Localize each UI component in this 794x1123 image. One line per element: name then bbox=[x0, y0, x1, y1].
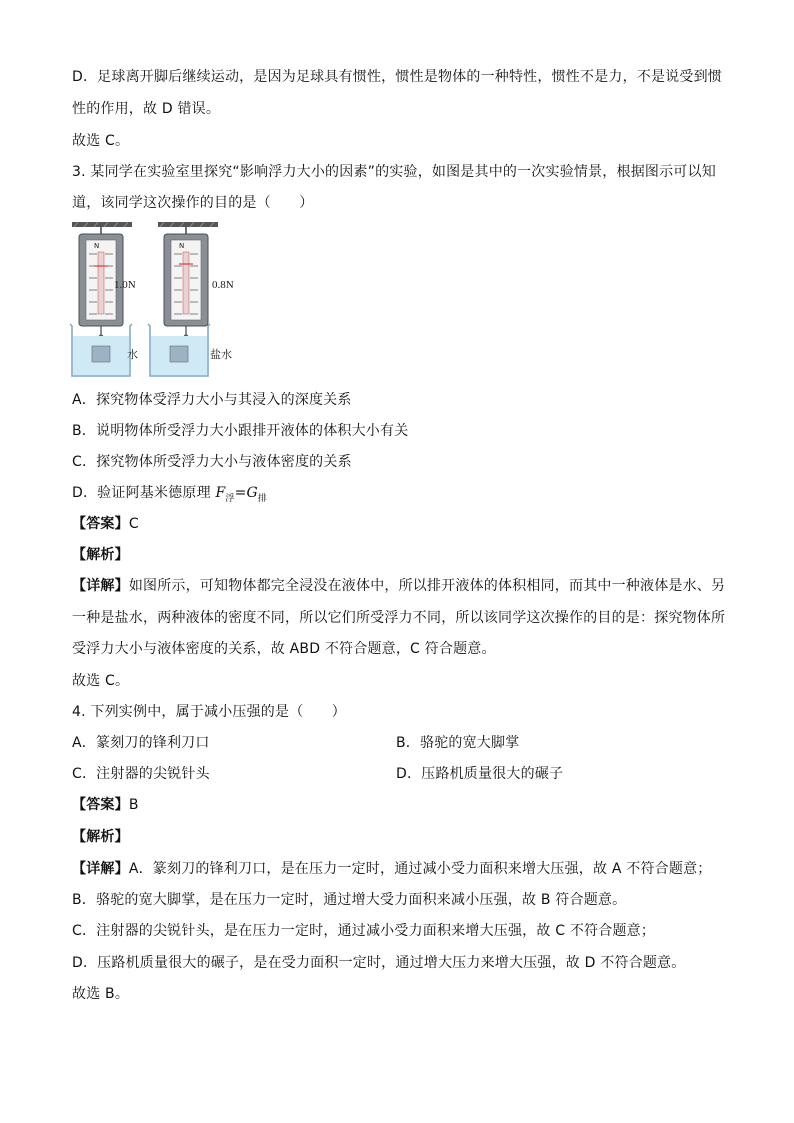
formula-g: G bbox=[246, 485, 258, 501]
right-scale-unit: N bbox=[179, 242, 185, 250]
q4-conclusion: 故选 B。 bbox=[72, 986, 130, 1002]
detail-label: 【详解】 bbox=[72, 861, 129, 877]
q3-option-a: A．探究物体受浮力大小与其浸入的深度关系 bbox=[72, 392, 352, 408]
right-beaker bbox=[148, 324, 210, 376]
q4-answer bbox=[72, 796, 139, 814]
answer-label: 【答案】 bbox=[72, 516, 129, 532]
left-scale-unit: N bbox=[94, 242, 100, 250]
q3-conclusion: 故选 C。 bbox=[72, 673, 130, 689]
right-spring-scale bbox=[158, 222, 218, 346]
q4-option-c: C．注射器的尖锐针头 bbox=[72, 766, 210, 782]
q3-stem-line1: 3. 某同学在实验室里探究“影响浮力大小的因素”的实验，如图是其中的一次实验情景，根据图示可以知 bbox=[72, 164, 716, 180]
q4-analysis-label: 【解析】 bbox=[72, 829, 129, 845]
detail-text: A．篆刻刀的锋利刀口，是在压力一定时，通过减小受力面积来增大压强，故 A 不符合题意； bbox=[128, 861, 712, 877]
spring-scale-illustration bbox=[64, 218, 244, 380]
detail-label: 【详解】 bbox=[72, 578, 129, 594]
q4-detail-d: D．压路机质量很大的碾子，是在受力面积一定时，通过增大压力来增大压强，故 D 不符合题意。 bbox=[72, 955, 686, 971]
detail-text: 如图所示，可知物体都完全浸没在液体中，所以排开液体的体积相同，而其中一种液体是水、另 bbox=[128, 578, 726, 594]
q4-detail-a bbox=[72, 860, 711, 878]
q4-stem: 4. 下列实例中，属于减小压强的是（ ） bbox=[72, 704, 347, 720]
q3-experiment-figure bbox=[64, 218, 244, 380]
q3-detail-line3: 受浮力大小与液体密度的关系，故 ABD 不符合题意，C 符合题意。 bbox=[72, 641, 496, 657]
answer-value: B bbox=[128, 797, 139, 813]
q3-option-d bbox=[72, 484, 267, 504]
q4-option-b: B．骆驼的宽大脚掌 bbox=[396, 735, 520, 751]
formula-f-subscript: 浮 bbox=[225, 494, 235, 504]
q2-option-d-explanation-line2: 性的作用，故 D 错误。 bbox=[72, 101, 221, 117]
q3-detail-line2: 一种是盐水，两种液体的密度不同，所以它们所受浮力不同，所以该同学这次操作的目的是：探究物体所 bbox=[72, 610, 726, 626]
formula-f: F bbox=[215, 485, 226, 501]
answer-value: C bbox=[128, 516, 139, 532]
left-liquid-label: 水 bbox=[127, 348, 138, 361]
q4-option-d: D．压路机质量很大的碾子 bbox=[396, 766, 564, 782]
q3-answer bbox=[72, 515, 139, 533]
q3-stem-line2: 道，该同学这次操作的目的是（ ） bbox=[72, 195, 314, 211]
left-scale-reading: 1.0N bbox=[114, 279, 136, 291]
formula-equals: = bbox=[234, 485, 247, 501]
q3-detail-line1 bbox=[72, 577, 725, 595]
right-scale-reading: 0.8N bbox=[212, 279, 234, 291]
q3-option-b: B．说明物体所受浮力大小跟排开液体的体积大小有关 bbox=[72, 423, 409, 439]
q4-option-a: A．篆刻刀的锋利刀口 bbox=[72, 735, 210, 751]
q2-conclusion: 故选 C。 bbox=[72, 133, 130, 149]
q3-option-d-text: D．验证阿基米德原理 bbox=[72, 485, 211, 501]
q3-analysis-label: 【解析】 bbox=[72, 547, 129, 563]
q4-detail-b: B．骆驼的宽大脚掌，是在压力一定时，通过增大受力面积来减小压强，故 B 符合题意。 bbox=[72, 892, 627, 908]
answer-label: 【答案】 bbox=[72, 797, 129, 813]
q3-option-c: C．探究物体所受浮力大小与液体密度的关系 bbox=[72, 454, 352, 470]
right-liquid-label: 盐水 bbox=[210, 348, 232, 361]
q4-detail-c: C．注射器的尖锐针头，是在压力一定时，通过减小受力面积来增大压强，故 C 不符合题意； bbox=[72, 923, 656, 939]
formula-g-subscript: 排 bbox=[257, 494, 268, 504]
q2-option-d-explanation-line1: D．足球离开脚后继续运动，是因为足球具有惯性，惯性是物体的一种特性，惯性不是力，不是说受到惯 bbox=[72, 69, 722, 85]
